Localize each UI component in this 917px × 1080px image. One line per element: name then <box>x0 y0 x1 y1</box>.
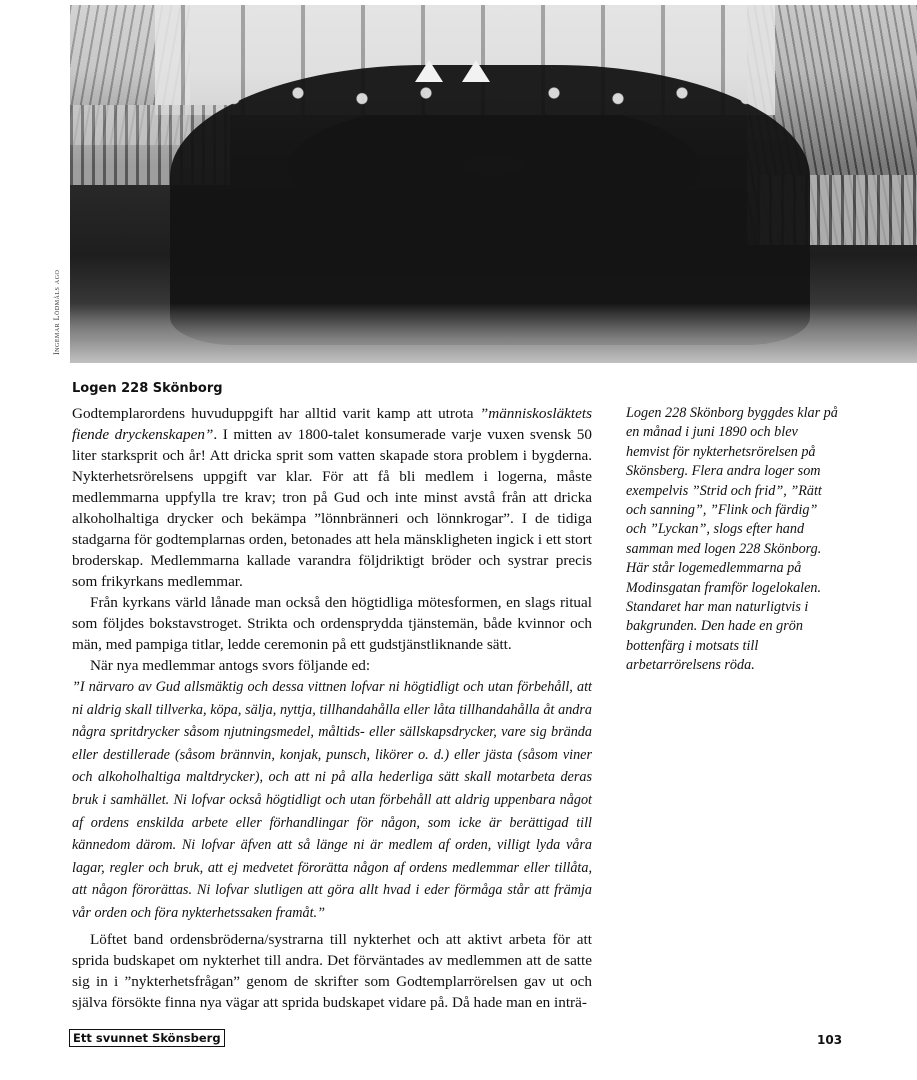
photo-banner-mark <box>462 60 490 82</box>
main-text <box>72 403 592 1013</box>
oath-quote: ”I närvaro av Gud allsmäktig och dessa vittnen lofvar ni högtidligt och utan förbehåll, att ni aldrig skall tillverka, köpa, sälja, nyttja, tillhandahålla eller låta tillhandahålla åt andra några spritdrycker såsom njutningsmedel, måltids- eller sällskapsdrycker, vare sig brända eller destillerade (såsom brännvin, konjak, punsch, likörer o. d.) eller jästa (såsom viner och alkoholhaltiga maltdrycker), och att ni på alla hederliga sätt skall motarbeta deras bruk i samhället. Ni lofvar också högtidligt och utan förbehåll att aldrig uppenbara något af ordens enskilda arbete eller förhandlingar för någon, som icke är berättigad till kännedom därom. Ni lofvar äfven att så länge ni är medlem af orden, villigt lyda våra lagar, regler och bruk, att ej medvetet förorätta någon af ordens medlemmar eller tillåta, att någon förorättas. Ni lofvar slutligen att göra allt hvad i eder förmåga står att främja vår orden och föra nykterhetssaken framåt.” <box>72 679 592 921</box>
paragraph: När nya medlemmar antogs svors följande ed: <box>90 657 371 674</box>
photo-ground <box>70 303 917 363</box>
group-photo <box>70 5 917 363</box>
paragraph: Från kyrkans värld lånade man också den högtidliga mötesformen, en slags ritual som följdes bokstavstroget. Strikta och ordensprydda tjänstemän, både kvinnor och män, med pampiga titlar, ledde ceremonin på ett gudstjänstliknande sätt. <box>72 594 592 653</box>
paragraph-emphasis: ”människosläktets fiende dryckenskapen” <box>72 405 592 443</box>
book-title: Ett svunnet Skönsberg <box>69 1029 225 1047</box>
paragraph-text: Godtemplarordens huvuduppgift har alltid varit kamp att utrota <box>72 405 480 422</box>
photo-caption <box>626 404 840 676</box>
caption-paragraph: Logen 228 Skönborg byggdes klar på en månad i juni 1890 och blev hemvist för nykterhetsrörelsen på Skönsberg. Flera andra loger som exempelvis ”Strid och frid”, ”Rätt och sanning”, ”Flink och färdig” och ”Lyckan”, slogs efter hand samman med logen 228 Skönborg. <box>626 405 838 557</box>
photo-banner-mark <box>415 60 443 82</box>
photo-credit: Ingemar Lödmåls ago <box>52 269 61 355</box>
caption-paragraph: Här står logemedlemmarna på Modinsgatan framför logelokalen. Standaret har man naturligtvis i bakgrunden. Den hade en grön bottenfärg i motsats till arbetarrörelsens röda. <box>626 560 822 674</box>
paragraph: Löftet band ordensbröderna/systrarna till nykterhet och att aktivt arbeta för att sprida budskapet om nykterhet till andra. Det förväntades av medlemmen att de satte sig in i ”nykterhetsfrågan” genom de skrifter som Godtemplarrörelsen gav ut och själva försökte finna nya vägar att sprida budskapet vidare på. Då hade man en inträ- <box>72 930 592 1011</box>
page-number: 103 <box>817 1033 843 1047</box>
section-heading: Logen 228 Skönborg <box>72 381 223 396</box>
paragraph-text: . I mitten av 1800-talet konsumerade varje vuxen svensk 50 liter starksprit och år! Att dricka sprit som vatten skapade stora problem i bygderna. Nykterhetsrörelsens uppgift var klar. För att få bli medlem i logerna, måste medlemmarna uppfylla tre krav; tron på Gud och inte minst avstå från att dricka alkoholhaltiga drycker och bekämpa ”lönnbränneri och lönnkrogar”. I de tidiga stadgarna för godtemplarnas orden, betonades att hela mänskligheten ingick i ett stort broderskap. Medlemmarna kallade varandra följdriktigt bröder och systrar precis som frikyrkans medlemmar. <box>72 426 592 590</box>
paragraph <box>72 403 592 592</box>
